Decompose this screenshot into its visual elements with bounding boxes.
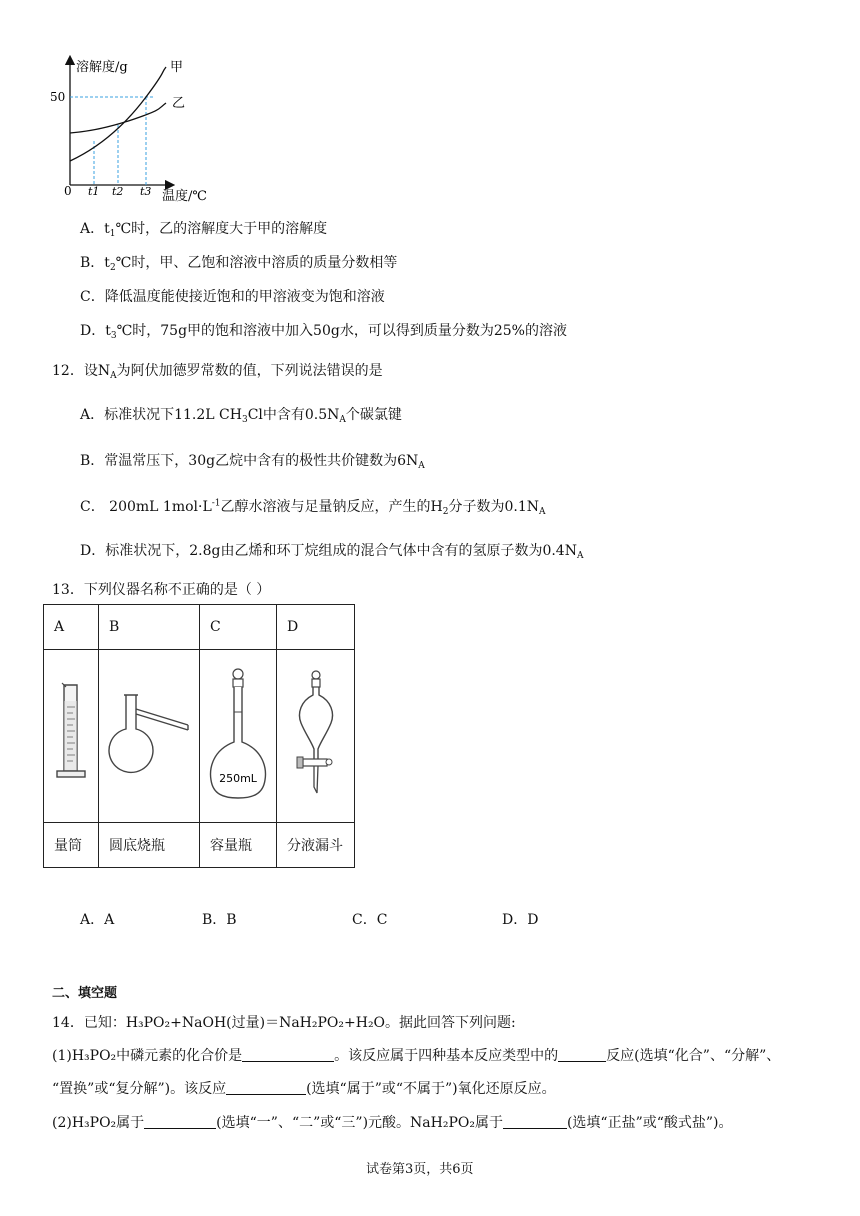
solubility-graph xyxy=(40,55,240,205)
q11-option-b: B．$t_2℃$时，甲、乙饱和溶液中溶质的质量分数相等 xyxy=(80,255,398,273)
q13-stem: 13．下列仪器名称不正确的是（ ） xyxy=(52,582,271,598)
q13-answer-d: D．D xyxy=(502,912,539,928)
q12-option-c: C． 200mL $1mol\cdot L^{-1}$乙醇水溶液与足量钠反应，产生的$H_2$分子数为$0.1N_A$ xyxy=(80,498,546,517)
funnel-image xyxy=(277,650,355,823)
graduated-cylinder-icon xyxy=(51,679,91,789)
header-d: D xyxy=(277,605,355,650)
blank-3 xyxy=(226,1080,306,1095)
header-a: A xyxy=(44,605,99,650)
curve-label-jia: 甲 xyxy=(170,60,184,75)
q14-part1-line2: “置换”或“复分解”)。该反应 (选填“属于”或“不属于”)氧化还原反应。 xyxy=(52,1081,556,1097)
q14-part2: (2)H₃PO₂属于 (选填“一”、“二”或“三”)元酸。NaH₂PO₂属于 (选填“正盐”或“酸式盐”)。 xyxy=(52,1115,733,1131)
q11-option-c: C．降低温度能使接近饱和的甲溶液变为饱和溶液 xyxy=(80,289,385,305)
distilling-flask-icon xyxy=(104,689,194,779)
separatory-funnel-icon xyxy=(291,669,341,799)
q14-part1-line1: (1)H₃PO₂中磷元素的化合价是 。该反应属于四种基本反应类型中的 反应(选填“化合”、“分解”、 xyxy=(52,1048,781,1064)
x-tick-t1: t1 xyxy=(88,185,100,198)
section-title: 二、填空题 xyxy=(52,986,118,1001)
curve-label-yi: 乙 xyxy=(172,96,186,111)
flask-image xyxy=(99,650,200,823)
q13-answer-c: C．C xyxy=(352,912,388,928)
origin-label: 0 xyxy=(64,184,72,198)
x-axis-label: 温度/℃ xyxy=(162,189,207,204)
header-b: B xyxy=(99,605,200,650)
y-axis-label: 溶解度/g xyxy=(76,60,128,75)
name-d: 分液漏斗 xyxy=(277,823,355,868)
q13-answer-a: A．A xyxy=(80,912,115,928)
q14-stem: 14．已知：H₃PO₂+NaOH(过量)＝NaH₂PO₂+H₂O。据此回答下列问题: xyxy=(52,1015,516,1031)
volumetric-flask-image xyxy=(200,650,277,823)
q12-option-b: B．常温常压下，30g乙烷中含有的极性共价键数为$6N_A$ xyxy=(80,453,425,471)
y-tick-50: 50 xyxy=(50,90,66,104)
flask-volume-label: 250mL xyxy=(219,772,257,785)
name-b: 圆底烧瓶 xyxy=(99,823,200,868)
x-tick-t2: t2 xyxy=(112,185,124,198)
blank-4 xyxy=(144,1114,216,1129)
q12-option-a: A．标准状况下11.2L $CH_3Cl$中含有$0.5N_A$个碳氯键 xyxy=(80,407,402,425)
q11-option-a: A．$t_1℃$时，乙的溶解度大于甲的溶解度 xyxy=(80,221,328,239)
q12-stem: 12．设$N_A$为阿伏加德罗常数的值，下列说法错误的是 xyxy=(52,363,383,381)
name-c: 容量瓶 xyxy=(200,823,277,868)
instrument-table xyxy=(43,604,355,868)
x-tick-t3: t3 xyxy=(140,185,152,198)
volumetric-flask-icon xyxy=(203,664,273,804)
blank-1 xyxy=(242,1047,334,1062)
q12-option-d: D．标准状况下，2.8g由乙烯和环丁烷组成的混合气体中含有的氢原子数为$0.4N_A$ xyxy=(80,543,584,561)
blank-2 xyxy=(558,1047,606,1062)
q13-answer-b: B．B xyxy=(202,912,237,928)
cylinder-image xyxy=(44,650,99,823)
header-c: C xyxy=(200,605,277,650)
name-a: 量筒 xyxy=(44,823,99,868)
page-footer: 试卷第3页，共6页 xyxy=(366,1162,474,1177)
blank-5 xyxy=(503,1114,567,1129)
q11-option-d: D．$t_3℃$时，75g甲的饱和溶液中加入50g水，可以得到质量分数为25%的溶液 xyxy=(80,323,567,341)
